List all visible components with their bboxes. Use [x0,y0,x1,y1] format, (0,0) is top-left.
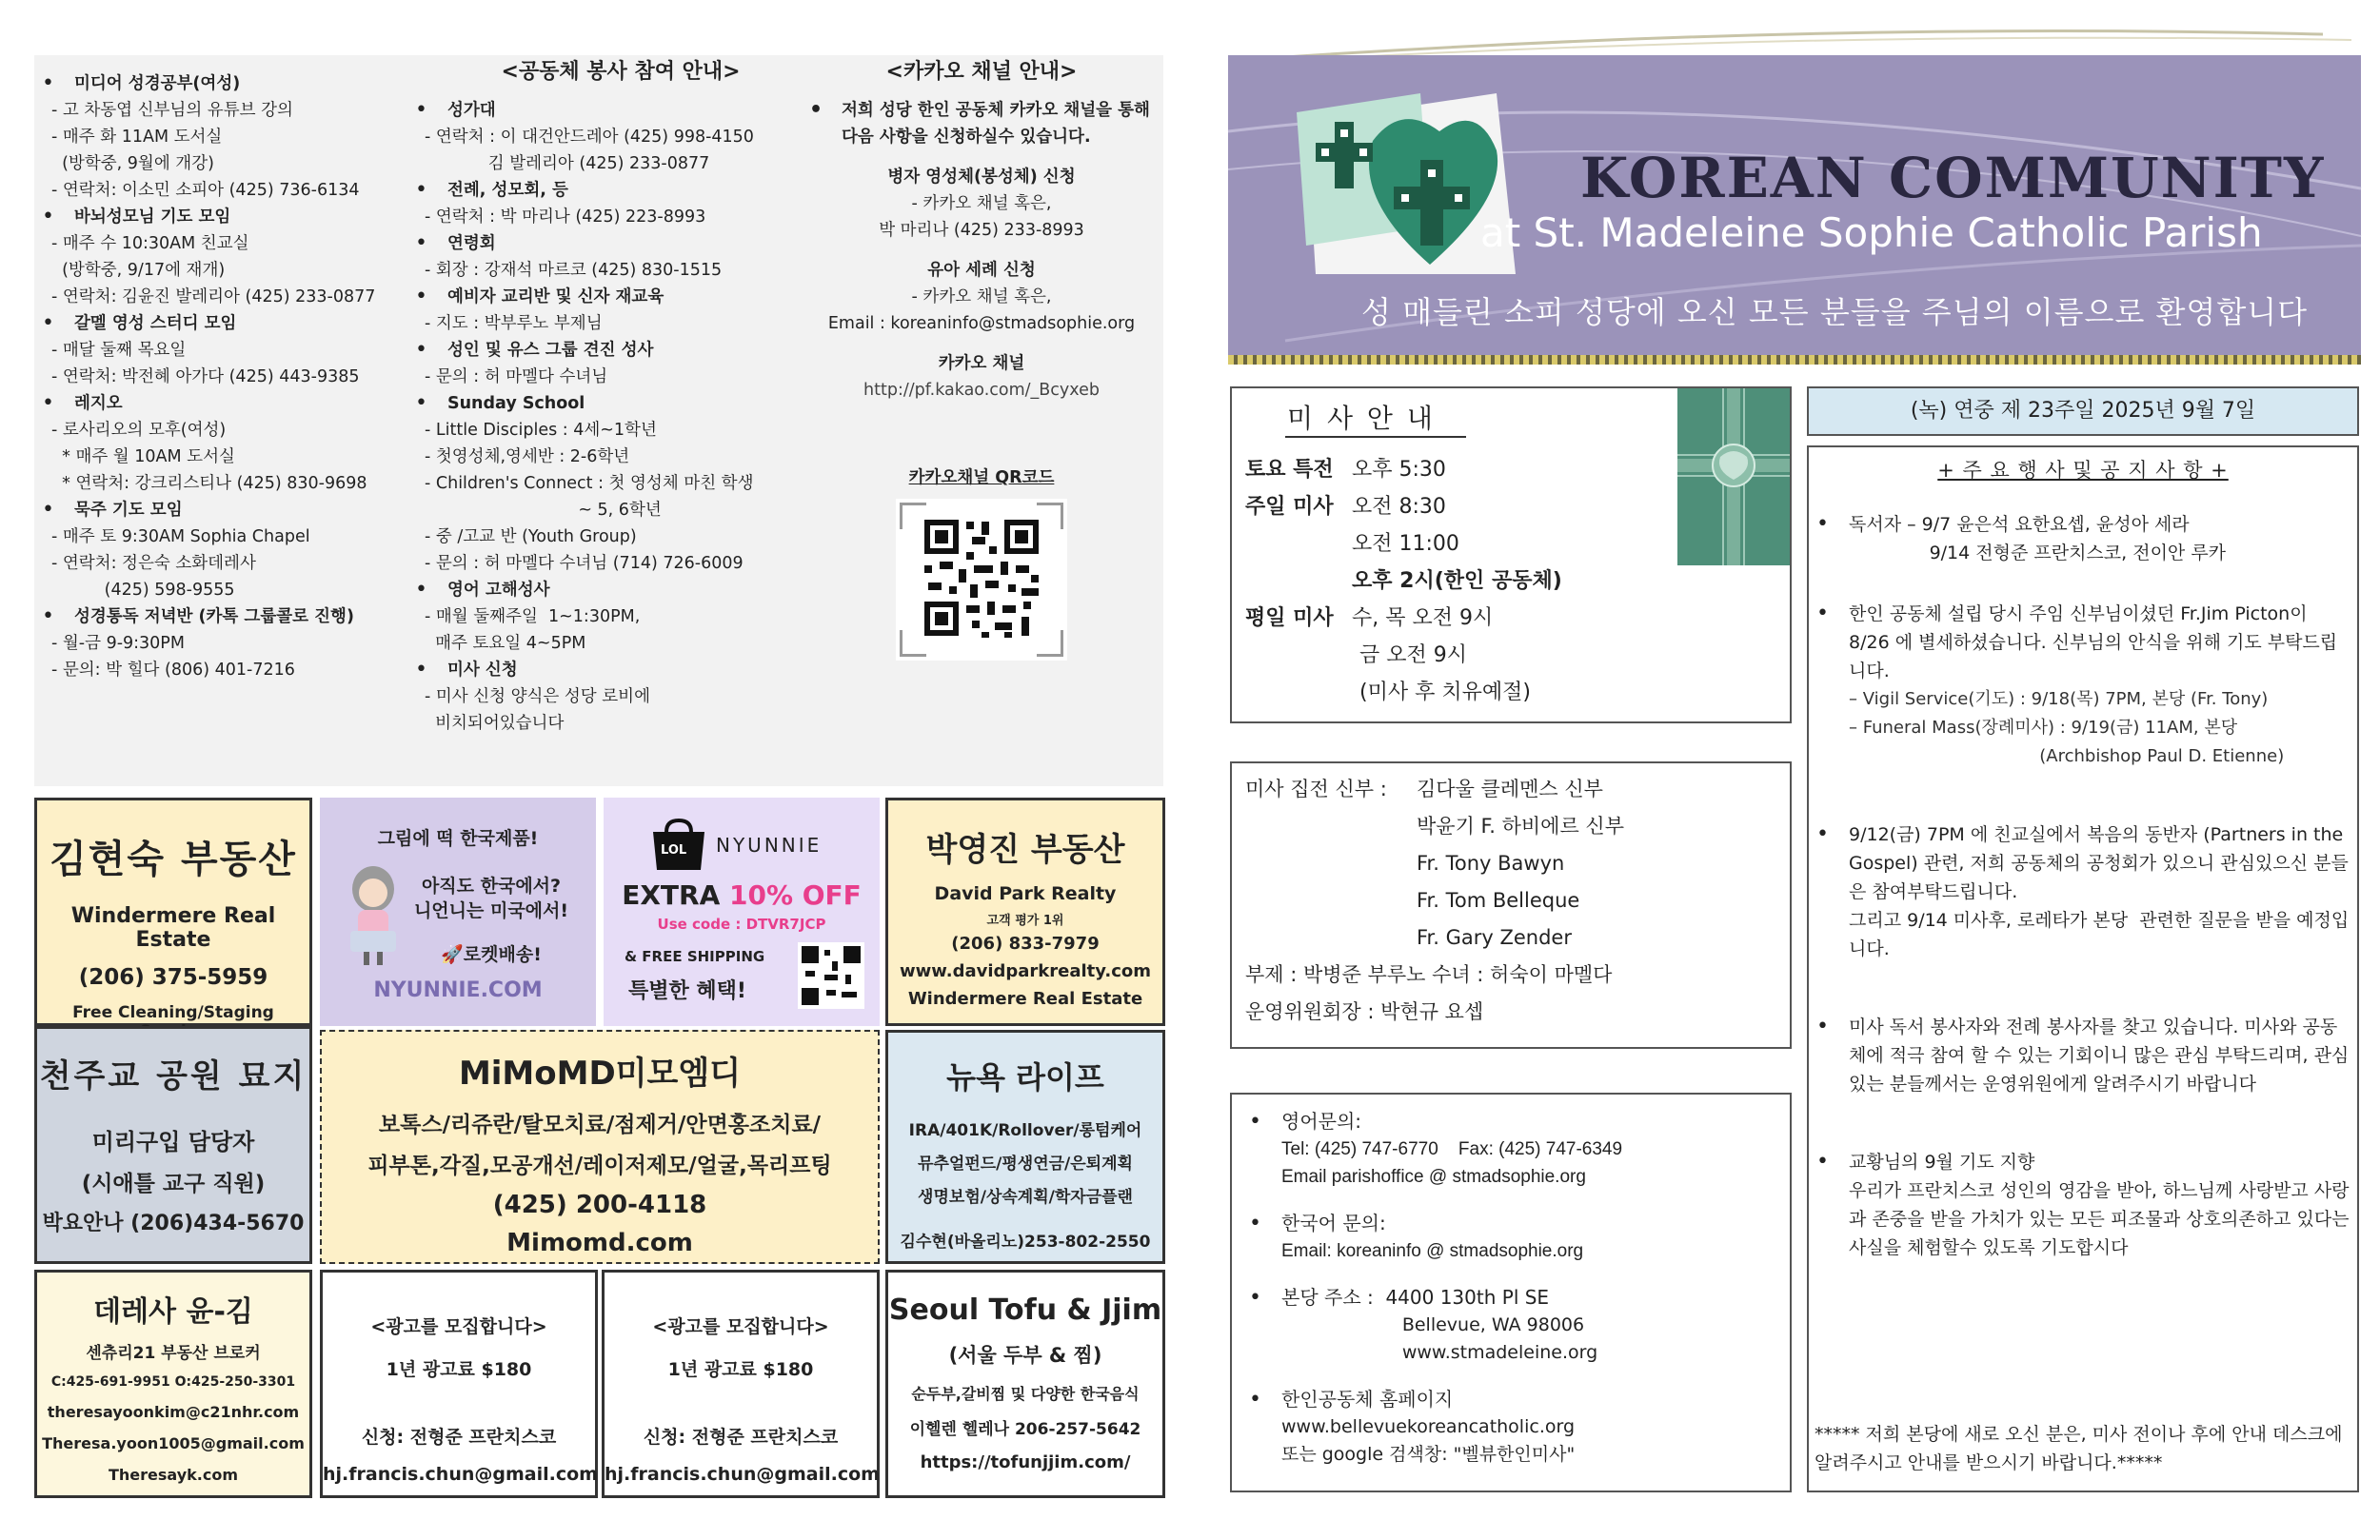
shopping-bag-icon [649,819,708,876]
ad-line: www.davidparkrealty.com [900,961,1151,981]
notice-item [1813,1013,2355,1098]
ad-line: (서울 두부 & 찜) [948,1344,1102,1367]
notice-line: • 미사 독서 봉사자와 전례 봉사자를 찾고 있습니다. 미사와 공동체에 적극 참여 할 수 있는 기회이니 많은 관심 부탁드리며, 관심 있는 분들께서는 운영위원에게 알려주시기 바랍니다 [1849,1017,2355,1095]
ad-phone: C:425-691-9951 O:425-250-3301 [50,1374,296,1390]
notices-box [1807,445,2359,1492]
notice-list [1813,510,2355,1262]
ad-offer: EXTRA [622,879,729,911]
item-line: (방학중, 9/17에 재개) [51,261,226,280]
item-title: • 예비자 교리반 및 신자 재교육 [447,287,664,306]
mass-day [1245,563,1352,600]
mass-time: 오전 8:30 [1352,495,1446,519]
ad-code: Use code : DTVR7JCP [657,916,826,933]
ad-link[interactable]: Theresayk.com [108,1466,239,1484]
priest-name: 박윤기 F. 하비에르 신부 [1417,815,1624,838]
ad-brand: NYUNNIE.COM [373,978,543,1002]
ad-link[interactable]: Mimomd.com [506,1229,693,1257]
kakao-section-line: - 카카오 채널 혹은, [911,194,1052,213]
mass-day [1245,674,1352,711]
mass-day: 토요 특전 [1245,458,1334,482]
kakao-column [805,55,1158,661]
kakao-section-title: 카카오 채널 [938,354,1025,373]
info-item [38,310,419,390]
item-line: 매주 토요일 4~5PM [425,634,586,653]
notice-line: • 한인 공동체 설립 당시 주임 신부님이셨던 Fr.Jim Picton이 8/26 에 별세하셨습니다. 신부님의 안식을 위해 기도 부탁드립니다. [1849,603,2338,681]
ad-brand: NYUNNIE [716,834,823,857]
contact-line: Tel: (425) 747-6770 Fax: (425) 747-6349 [1281,1139,1623,1159]
ad-line: 미리구입 담당자 [91,1129,255,1155]
notices-title: + 주 요 행 사 및 공 지 사 항 + [1937,459,2229,482]
item-line: - 매주 토 9:30AM Sophia Chapel [51,527,310,546]
clergy-label: 미사 집전 신부 : [1245,778,1387,800]
mass-row [1245,674,1562,711]
kakao-section [805,350,1158,404]
item-line: - 연락처 : 박 마리나 (425) 223-8993 [425,207,706,227]
info-item [411,97,830,177]
ad-line: 🚀로켓배송! [441,944,542,965]
kakao-section-title: 병자 영성체(봉성체) 신청 [887,168,1076,187]
item-line: - 연락처 : 이 대건안드레아 (425) 998-4150 [425,128,754,147]
item-line: - 지도 : 박부루노 부제님 [425,314,603,333]
item-line: ~ 5, 6학년 [425,501,662,520]
kakao-section-line: 박 마리나 (425) 233-8993 [879,221,1084,240]
banner-strip [1228,355,2361,365]
mass-times [1245,451,1562,711]
notices-footer: ***** 저희 본당에 새로 오신 분은, 미사 전이나 후에 안내 데스크에 알려주시고 안내를 받으시기 바랍니다.***** [1815,1424,2343,1473]
community-info-panel [34,55,1163,786]
item-line: - 중 /고교 반 (Youth Group) [425,527,637,546]
priest-name: 김다울 클레멘스 신부 [1417,778,1603,800]
ad-phone: 박요안나 (206)434-5670 [42,1212,305,1235]
mass-day: 평일 미사 [1245,606,1334,630]
item-line: 김 발레리아 (425) 233-0877 [425,154,710,173]
mass-row [1245,563,1562,600]
item-line: - 고 차동엽 신부님의 유튜브 강의 [51,101,293,120]
item-line: - 연락처: 이소민 소피아 (425) 736-6134 [51,181,360,200]
mass-time: 오전 11:00 [1352,532,1459,556]
item-line: - Children's Connect : 첫 영성체 마친 학생 [425,474,754,493]
ad-line: 1년 광고료 $180 [667,1359,814,1380]
ad-title: 천주교 공원 묘지 [39,1057,307,1096]
item-line: - 매월 둘째주일 1~1:30PM, [425,607,641,626]
contact-line: 또는 google 검색창: "벨뷰한인미사" [1281,1444,1576,1465]
cartoon-girl-icon [345,864,402,973]
info-item [38,603,419,683]
ad-line: 고객 평가 1위 [986,914,1064,928]
item-title: • 미디어 성경공부(여성) [74,74,241,93]
ad-line: IRA/401K/Rollover/롱텀케어 [908,1121,1142,1140]
item-title: • 바뇌성모님 기도 모임 [74,207,231,227]
deacon-line: 부제 : 박병준 부루노 수녀 : 허숙이 마멜다 [1245,963,1613,986]
notice-item [1813,600,2351,771]
mass-row [1245,488,1562,525]
info-item [38,390,419,497]
item-line: - 회장 : 강재석 마르코 (425) 830-1515 [425,261,723,280]
mass-day [1245,637,1352,674]
mass-title-underline [1285,436,1466,438]
brand-logo: LOL [661,843,687,858]
ad-phone: 김수현(바올리노)253-802-2550 [900,1233,1151,1252]
item-title: • 영어 고해성사 [447,581,550,600]
ad-line: 그림에 떡 한국제품! [377,828,539,849]
priest-name: Fr. Gary Zender [1417,926,1572,949]
ad-line: 생명보험/상속계획/학자금플랜 [918,1188,1133,1207]
contact-title: • 한국어 문의: [1281,1212,1386,1234]
notice-item [1813,510,2351,567]
contact-line: www.bellevuekoreancatholic.org [1281,1416,1576,1437]
ad-nyunnie-coupon [604,798,880,1026]
contact-title: • 영어문의: [1281,1110,1362,1133]
ad-line: Windermere Real Estate [70,904,276,952]
contact-line: Bellevue, WA 98006 [1281,1314,1585,1335]
ad-email[interactable]: hj.francis.chun@gmail.com [605,1464,880,1485]
item-line: - 매주 수 10:30AM 친교실 [51,234,249,253]
ad-new-york-life [885,1030,1165,1264]
ad-line: David Park Realty [934,883,1117,904]
groups-column [38,55,419,683]
item-title: • 갈멜 영성 스터디 모임 [74,314,237,333]
qr-code-icon [798,942,864,1013]
ad-line: 니언니는 미국에서! [413,900,569,921]
info-item [411,390,830,577]
item-line: - 미사 신청 양식은 성당 로비에 [425,687,650,706]
item-line: (425) 598-9555 [51,581,235,600]
notice-line: (Archbishop Paul D. Etienne) [1849,746,2285,766]
ad-kim-hyunsook-realty [34,798,312,1026]
contact-item [1245,1108,1778,1191]
item-line: - 매주 화 11AM 도서실 [51,128,223,147]
ad-david-park-realty [885,798,1165,1026]
mass-day: 주일 미사 [1245,495,1334,519]
kakao-intro: • 저희 성당 한인 공동체 카카오 채널을 통해 다음 사항을 신청하실수 있습니다. [805,97,1158,150]
item-title: • 미사 신청 [447,661,518,680]
qr-label: 카카오채널 QR코드 [908,468,1055,487]
ad-title: MiMoMD미모엠디 [458,1055,742,1093]
item-title: • Sunday School [447,394,585,413]
mass-schedule-box [1230,386,1792,723]
ad-phone: (425) 200-4118 [492,1191,707,1219]
contact-line: Email: koreaninfo @ stmadsophie.org [1281,1241,1584,1261]
item-title: • 레지오 [74,394,123,413]
parish-logo-icon [1278,84,1525,306]
ad-line: 순두부,갈비찜 및 다양한 한국음식 [911,1385,1140,1403]
item-line: - 연락처: 박전혜 아가다 (425) 443-9385 [51,367,360,386]
item-line: 비치되어있습니다 [425,714,565,733]
ad-line: 신청: 전형준 프란치스코 [361,1427,557,1448]
kakao-section-line: - 카카오 채널 혹은, [911,287,1052,306]
kakao-intro-list [805,97,1158,150]
info-item [411,177,830,230]
notice-line: 그리고 9/14 미사후, 로레타가 본당 관련한 질문을 받을 예정입니다. [1849,910,2350,959]
ad-title: 김현숙 부동산 [50,838,297,881]
ad-theresa-yoon-kim [34,1270,312,1498]
priest-name: Fr. Tom Belleque [1417,889,1580,912]
info-item [38,70,419,204]
kakao-section-line: Email : koreaninfo@stmadsophie.org [827,314,1136,333]
item-line: - 연락처: 정은숙 소화데레사 [51,554,256,573]
ad-mimomd [320,1030,880,1264]
ad-line: Free Cleaning/Staging [72,1003,274,1022]
contact-title: • 본당 주소 : 4400 130th Pl SE [1281,1286,1550,1309]
notice-line: • 9/12(금) 7PM 에 친교실에서 복음의 동반자 (Partners in the Gospel) 관련, 저희 공동체의 공청회가 있으니 관심있으신 분들은 참여부탁드립니다. [1849,824,2350,902]
kakao-section-line[interactable]: http://pf.kakao.com/_Bcyxeb [863,381,1100,400]
ad-seoul-tofu [885,1270,1165,1498]
notice-line: • 독서자 – 9/7 윤은석 요한요셉, 윤성아 세라 [1849,514,2190,535]
contact-title: • 한인공동체 홈페이지 [1281,1388,1454,1411]
info-item [38,497,419,603]
item-title: • 전례, 성모회, 등 [447,181,568,200]
item-line: (방학중, 9월에 개강) [51,154,214,173]
ad-phone: (206) 375-5959 [78,965,268,990]
ad-title: 박영진 부동산 [925,831,1125,869]
mass-day [1245,525,1352,563]
kakao-title: <카카오 채널 안내> [885,60,1078,84]
ad-catholic-cemetery [34,1026,312,1264]
notice-line: – Vigil Service(기도) : 9/18(목) 7PM, 본당 (Fr. Tony) [1849,689,2269,709]
contact-item [1245,1210,1778,1265]
ad-line: (시애틀 교구 직원) [81,1172,266,1196]
ad-line: 센츄리21 부동산 브로커 [86,1344,261,1363]
mass-time: 오후 2시(한인 공동체) [1352,569,1562,593]
notice-line: 9/14 전형준 프란치스코, 전이안 루카 [1849,543,2227,563]
service-column [411,55,830,737]
notice-item [1813,1148,2355,1262]
ad-line: <광고를 모집합니다> [370,1316,547,1337]
ad-line: Windermere Real Estate [907,989,1143,1009]
notice-line: • 교황님의 9월 기도 지향 [1849,1152,2035,1173]
contact-list [1245,1108,1778,1488]
ad-recruit-2 [602,1270,880,1498]
ad-email[interactable]: theresayoonkim@c21nhr.com [47,1403,300,1421]
ad-phone: 이헬렌 헬레나 206-257-5642 [909,1420,1141,1439]
ad-line: 1년 광고료 $180 [386,1359,532,1380]
item-line: * 연락처: 강크리스티나 (425) 830-9698 [51,474,367,493]
item-line: - 첫영성체,영세반 : 2-6학년 [425,447,630,466]
ad-line: 아직도 한국에서? [421,876,562,897]
ad-title: Seoul Tofu & Jjim [888,1293,1162,1327]
item-title: • 묵주 기도 모임 [74,501,183,520]
ad-email[interactable]: Theresa.yoon1005@gmail.com [42,1434,305,1452]
info-item [411,577,830,657]
contact-item [1245,1284,1778,1367]
notice-item [1813,820,2351,963]
item-title: • 성경통독 저녁반 (카톡 그룹콜로 진행) [74,607,354,626]
kakao-section [805,257,1158,337]
contact-item [1245,1386,1778,1469]
ad-nyunnie-cartoon [320,798,596,1026]
ad-offer-percent: 10% OFF [728,879,862,911]
mass-time: 수, 목 오전 9시 [1352,606,1494,630]
notice-line: – Funeral Mass(장례미사) : 9/19(금) 11AM, 본당 [1849,718,2238,738]
item-line: - 연락처: 김윤진 발레리아 (425) 233-0877 [51,287,376,306]
ad-line: & FREE SHIPPING [625,948,765,965]
item-title: • 성인 및 유스 그룹 견진 성사 [447,341,654,360]
mass-row [1245,637,1562,674]
mass-title: 미 사 안 내 [1287,403,1436,434]
ad-line: 특별한 혜택! [628,979,746,1003]
ad-email[interactable]: hj.francis.chun@gmail.com [323,1464,598,1485]
mass-time: 금 오전 9시 [1359,643,1467,667]
item-line: - 매달 둘째 목요일 [51,341,187,360]
item-line: - 로사리오의 모후(여성) [51,421,227,440]
council-line: 운영위원회장 : 박현규 요셉 [1245,1000,1484,1023]
kakao-section-title: 유아 세례 신청 [927,261,1036,280]
kakao-qr-code[interactable] [896,499,1067,661]
mass-time: 오후 5:30 [1352,458,1446,482]
ad-title: 데레사 윤-김 [93,1295,253,1329]
kakao-sections [805,164,1158,404]
header-banner [1228,55,2361,365]
notice-line: 우리가 프란치스코 성인의 영감을 받아, 하느님께 사랑받고 사랑과 존중을 받을 가치가 있는 모든 피조물과 상호의존하고 있다는 사실을 체험할수 있도록 기도합시다 [1849,1180,2355,1258]
item-title: • 성가대 [447,101,496,120]
ad-line: <광고를 모집합니다> [652,1316,829,1337]
cross-ornament-icon [1677,388,1790,565]
ad-recruit-1 [320,1270,598,1498]
info-item [411,337,830,390]
info-item [411,284,830,337]
banner-welcome: 성 매들린 소피 성당에 오신 모든 분들을 주님의 이름으로 환영합니다 [1361,294,2309,330]
contact-line: www.stmadeleine.org [1281,1342,1598,1363]
kakao-section [805,164,1158,244]
info-item [411,657,830,737]
contact-line: Email parishoffice @ stmadsophie.org [1281,1167,1586,1187]
item-line: * 매주 월 10AM 도서실 [51,447,235,466]
ad-phone: (206) 833-7979 [951,934,1100,954]
item-line: - Little Disciples : 4세~1학년 [425,421,657,440]
banner-subtitle: at St. Madeleine Sophie Catholic Parish [1480,209,2263,256]
service-title: <공동체 봉사 참여 안내> [501,60,741,84]
ad-line: 뮤추얼펀드/평생연금/은퇴계획 [918,1155,1133,1174]
item-line: - 문의 : 허 마멜다 수녀님 [425,367,608,386]
service-list [411,97,830,737]
item-line: - 월-금 9-9:30PM [51,634,185,653]
priest-list [1417,771,1624,957]
group-list [38,70,419,683]
clergy-box [1230,761,1792,1049]
mass-row [1245,525,1562,563]
contact-box [1230,1093,1792,1492]
ad-link[interactable]: https://tofunjjim.com/ [920,1452,1131,1472]
info-item [411,230,830,284]
mass-row [1245,600,1562,637]
liturgical-date: (녹) 연중 제 23주일 2025년 9월 7일 [1807,386,2359,436]
info-item [38,204,419,310]
item-title: • 연령회 [447,234,496,253]
ad-title: 뉴욕 라이프 [946,1059,1104,1096]
banner-title: KOREAN COMMUNITY [1580,146,2326,210]
mass-row [1245,451,1562,488]
item-line: - 문의 : 허 마멜다 수녀님 (714) 726-6009 [425,554,744,573]
ad-line: 보톡스/리쥬란/탈모치료/점제거/안면홍조치료/ [378,1113,822,1137]
mass-time: (미사 후 치유예절) [1359,681,1531,704]
item-line: - 문의: 박 힐다 (806) 401-7216 [51,661,295,680]
ad-line: 신청: 전형준 프란치스코 [643,1427,839,1448]
ad-line: 피부톤,각질,모공개선/레이저제모/얼굴,목리프팅 [367,1154,832,1178]
priest-name: Fr. Tony Bawyn [1417,852,1565,875]
